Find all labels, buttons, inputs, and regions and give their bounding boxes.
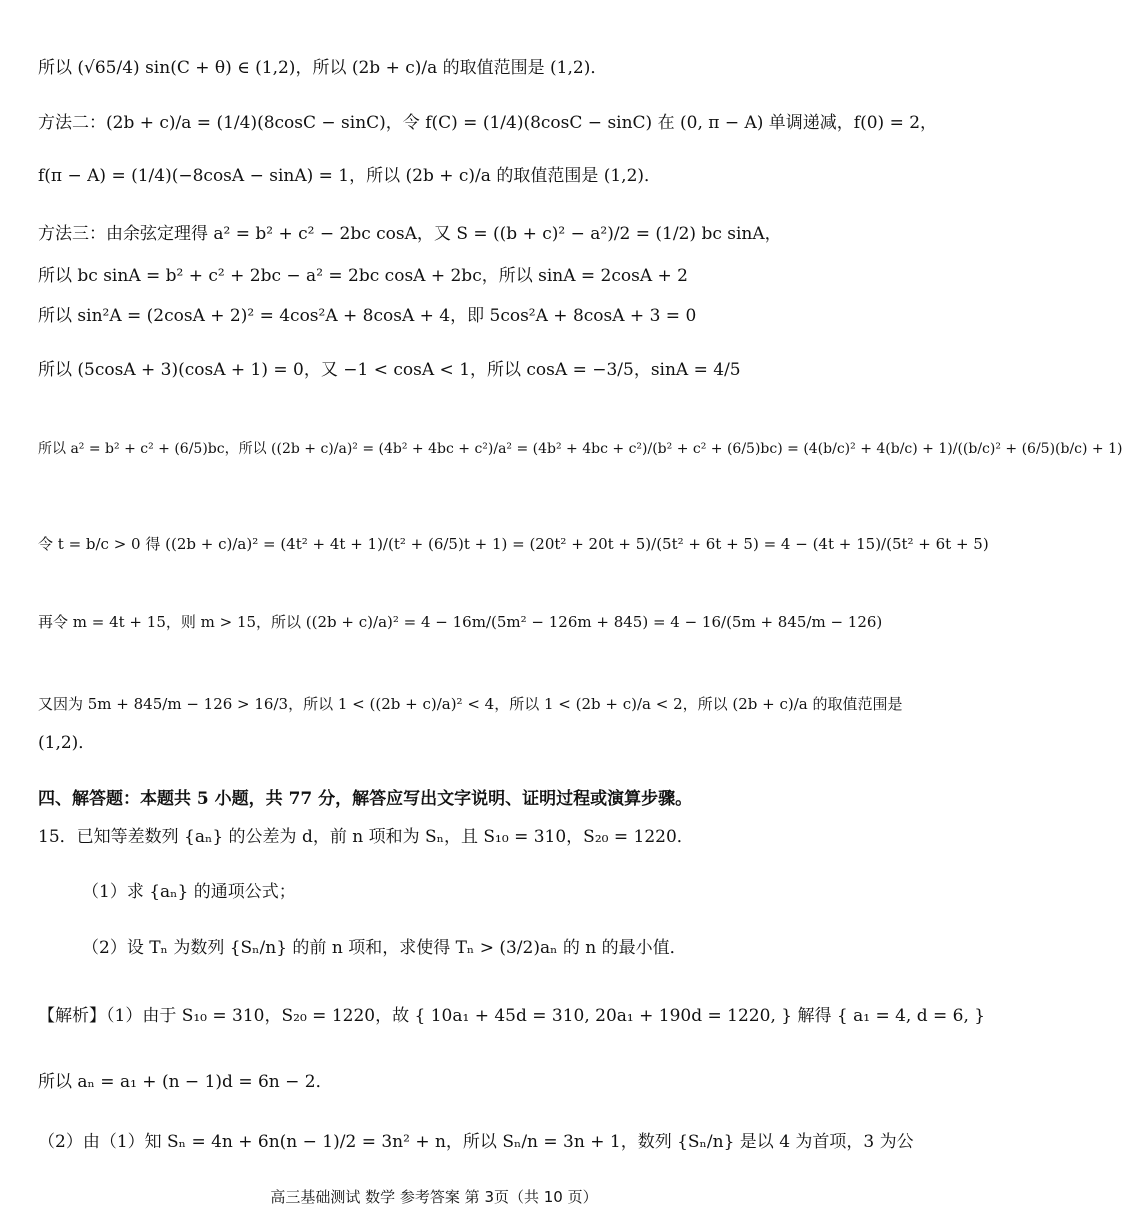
text-line-3: f(π − A) = (1/4)(−8cosA − sinA) = 1，所以 (2b + c)/a 的取值范围是 (1,2)． (38, 166, 662, 186)
problem-15-part-1: （1）求 {aₙ} 的通项公式； (82, 882, 296, 902)
problem-15-part-2: （2）设 Tₙ 为数列 {Sₙ/n} 的前 n 项和，求使得 Tₙ > (3/2)aₙ 的 n 的最小值． (82, 938, 687, 958)
text-line-10: 再令 m = 4t + 15，则 m > 15，所以 ((2b + c)/a)² = 4 − 16m/(5m² − 126m + 845) = 4 − 16/(5m + 845/m − 126) (38, 613, 883, 631)
text-line-12: (1,2)． (38, 733, 96, 753)
section-heading: 四、解答题：本题共 5 小题，共 77 分，解答应写出文字说明、证明过程或演算步骤。 (38, 789, 693, 809)
text-line-11: 又因为 5m + 845/m − 126 > 16/3，所以 1 < ((2b + c)/a)² < 4，所以 1 < (2b + c)/a < 2，所以 (2b + c)/a 的取值范围是 (38, 695, 903, 713)
text-line-4: 方法三：由余弦定理得 a² = b² + c² − 2bc cosA，又 S = ((b + c)² − a²)/2 = (1/2) bc sinA， (38, 224, 782, 244)
text-line-2: 方法二：(2b + c)/a = (1/4)(8cosC − sinC)，令 f(C) = (1/4)(8cosC − sinC) 在 (0, π − A) 单调递减，f(0) = 2， (38, 113, 938, 133)
text-line-1: 所以 (√65/4) sin(C + θ) ∈ (1,2)，所以 (2b + c)/a 的取值范围是 (1,2)． (38, 58, 608, 78)
text-line-8: 所以 a² = b² + c² + (6/5)bc，所以 ((2b + c)/a)² = (4b² + 4bc + c²)/a² = (4b² + 4bc + c²)/(b² + c² + (6/5)bc) = (4(b/c)² + 4(b/c) + 1)/((b/c)² + (6/5)(b/c) + 1) (38, 441, 1123, 457)
problem-15-statement: 15．已知等差数列 {aₙ} 的公差为 d，前 n 项和为 Sₙ，且 S₁₀ = 310，S₂₀ = 1220． (38, 827, 694, 847)
solution-part-1: 【解析】（1）由于 S₁₀ = 310，S₂₀ = 1220，故 { 10a₁ + 45d = 310, 20a₁ + 190d = 1220, } 解得 { a₁ = 4, d = 6, } (38, 1006, 986, 1026)
solution-part-1-result: 所以 aₙ = a₁ + (n − 1)d = 6n − 2． (38, 1072, 333, 1092)
text-line-9: 令 t = b/c > 0 得 ((2b + c)/a)² = (4t² + 4t + 1)/(t² + (6/5)t + 1) = (20t² + 20t + 5)/(5t² + 6t + 5) = 4 − (4t + 15)/(5t² + 6t + 5) (38, 535, 989, 553)
page-footer: 高三基础测试 数学 参考答案 第 3页（共 10 页） (270, 1188, 598, 1206)
text-line-5: 所以 bc sinA = b² + c² + 2bc − a² = 2bc cosA + 2bc，所以 sinA = 2cosA + 2 (38, 266, 688, 286)
text-line-6: 所以 sin²A = (2cosA + 2)² = 4cos²A + 8cosA + 4，即 5cos²A + 8cosA + 3 = 0 (38, 306, 697, 326)
text-line-7: 所以 (5cosA + 3)(cosA + 1) = 0，又 −1 < cosA < 1，所以 cosA = −3/5，sinA = 4/5 (38, 360, 741, 380)
solution-part-2: （2）由（1）知 Sₙ = 4n + 6n(n − 1)/2 = 3n² + n，所以 Sₙ/n = 3n + 1，数列 {Sₙ/n} 是以 4 为首项，3 为公 (38, 1132, 914, 1152)
